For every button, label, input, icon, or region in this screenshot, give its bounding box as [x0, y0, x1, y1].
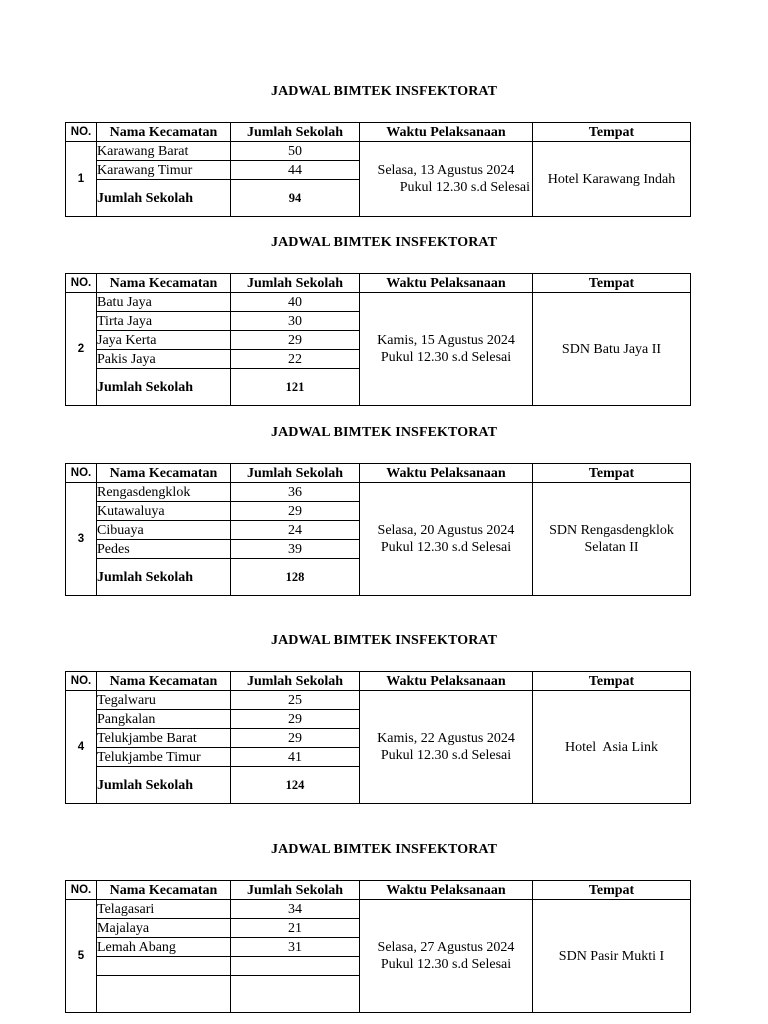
- kecamatan-cell: Rengasdengklok: [97, 483, 231, 502]
- header-kecamatan: Nama Kecamatan: [97, 881, 231, 900]
- header-tempat: Tempat: [533, 274, 691, 293]
- header-waktu: Waktu Pelaksanaan: [360, 274, 533, 293]
- kecamatan-cell: Tegalwaru: [97, 691, 231, 710]
- kecamatan-cell: Cibuaya: [97, 521, 231, 540]
- kecamatan-cell: Telukjambe Barat: [97, 729, 231, 748]
- jumlah-cell: 50: [231, 142, 360, 161]
- header-tempat: Tempat: [533, 464, 691, 483]
- schedule-title: JADWAL BIMTEK INSFEKTORAT: [270, 235, 498, 250]
- kecamatan-cell: Pangkalan: [97, 710, 231, 729]
- jumlah-cell: 21: [231, 919, 360, 938]
- schedule-table-1: [65, 122, 691, 217]
- kecamatan-cell: Telagasari: [97, 900, 231, 919]
- jumlah-cell: 25: [231, 691, 360, 710]
- total-value: 128: [231, 559, 360, 596]
- header-no: NO.: [66, 672, 97, 691]
- jumlah-cell: 40: [231, 293, 360, 312]
- header-jumlah: Jumlah Sekolah: [231, 464, 360, 483]
- row-number: 4: [66, 691, 97, 804]
- row-number: 3: [66, 483, 97, 596]
- waktu-time: Pukul 12.30 s.d Selesai: [380, 350, 512, 365]
- jumlah-cell: 29: [231, 710, 360, 729]
- schedule-table-3: [65, 463, 691, 599]
- kecamatan-cell: Batu Jaya: [97, 293, 231, 312]
- header-jumlah: Jumlah Sekolah: [231, 123, 360, 142]
- header-jumlah: Jumlah Sekolah: [231, 672, 360, 691]
- tempat-line: Selatan II: [584, 540, 639, 555]
- total-value: [231, 976, 360, 1013]
- tempat-line: SDN Rengasdengklok: [549, 523, 674, 538]
- kecamatan-cell: Pedes: [97, 540, 231, 559]
- row-number: 5: [66, 900, 97, 1013]
- header-no: NO.: [66, 123, 97, 142]
- jumlah-cell: 34: [231, 900, 360, 919]
- jumlah-cell: 30: [231, 312, 360, 331]
- schedule-title: JADWAL BIMTEK INSFEKTORAT: [270, 633, 498, 648]
- waktu-time: Pukul 12.30 s.d Selesai: [380, 957, 512, 972]
- kecamatan-cell: Karawang Timur: [97, 161, 231, 180]
- total-label: Jumlah Sekolah: [97, 180, 231, 217]
- waktu-cell: [360, 293, 533, 406]
- total-label: Jumlah Sekolah: [97, 559, 231, 596]
- kecamatan-cell: Lemah Abang: [97, 938, 231, 957]
- jumlah-cell: 29: [231, 729, 360, 748]
- total-label: Jumlah Sekolah: [97, 369, 231, 406]
- tempat-cell: SDN Pasir Mukti I: [533, 900, 691, 1013]
- header-waktu: Waktu Pelaksanaan: [360, 672, 533, 691]
- schedule-title: JADWAL BIMTEK INSFEKTORAT: [270, 842, 498, 857]
- kecamatan-cell: [97, 957, 231, 976]
- waktu-date: Kamis, 22 Agustus 2024: [377, 731, 515, 746]
- tempat-cell: SDN Batu Jaya II: [533, 293, 691, 406]
- waktu-time: Pukul 12.30 s.d Selesai: [380, 748, 512, 763]
- jumlah-cell: 36: [231, 483, 360, 502]
- waktu-date: Kamis, 15 Agustus 2024: [377, 333, 515, 348]
- header-tempat: Tempat: [533, 123, 691, 142]
- header-no: NO.: [66, 881, 97, 900]
- waktu-cell: [360, 483, 533, 596]
- schedule-table-4: [65, 671, 691, 807]
- jumlah-cell: 24: [231, 521, 360, 540]
- waktu-date: Selasa, 27 Agustus 2024: [377, 940, 515, 955]
- kecamatan-cell: Tirta Jaya: [97, 312, 231, 331]
- waktu-date: Selasa, 20 Agustus 2024: [377, 523, 515, 538]
- waktu-cell: [360, 142, 533, 217]
- jumlah-cell: 44: [231, 161, 360, 180]
- tempat-cell: [533, 691, 691, 804]
- row-number: 2: [66, 293, 97, 406]
- total-value: 121: [231, 369, 360, 406]
- header-waktu: Waktu Pelaksanaan: [360, 123, 533, 142]
- waktu-time: Pukul 12.30 s.d Selesai: [380, 540, 512, 555]
- jumlah-cell: 29: [231, 331, 360, 350]
- total-value: 124: [231, 767, 360, 804]
- header-kecamatan: Nama Kecamatan: [97, 672, 231, 691]
- header-kecamatan: Nama Kecamatan: [97, 464, 231, 483]
- kecamatan-cell: Karawang Barat: [97, 142, 231, 161]
- jumlah-cell: 41: [231, 748, 360, 767]
- waktu-cell: [360, 691, 533, 804]
- tempat-cell: [533, 483, 691, 596]
- header-jumlah: Jumlah Sekolah: [231, 881, 360, 900]
- header-tempat: Tempat: [533, 672, 691, 691]
- kecamatan-cell: Telukjambe Timur: [97, 748, 231, 767]
- header-no: NO.: [66, 464, 97, 483]
- header-waktu: Waktu Pelaksanaan: [360, 881, 533, 900]
- total-label: [97, 976, 231, 1013]
- kecamatan-cell: Pakis Jaya: [97, 350, 231, 369]
- jumlah-cell: 31: [231, 938, 360, 957]
- jumlah-cell: 22: [231, 350, 360, 369]
- waktu-time: Pukul 12.30 s.d Selesai: [399, 180, 530, 195]
- kecamatan-cell: Majalaya: [97, 919, 231, 938]
- header-waktu: Waktu Pelaksanaan: [360, 464, 533, 483]
- schedule-table-2: [65, 273, 691, 407]
- header-jumlah: Jumlah Sekolah: [231, 274, 360, 293]
- jumlah-cell: [231, 957, 360, 976]
- total-label: Jumlah Sekolah: [97, 767, 231, 804]
- header-kecamatan: Nama Kecamatan: [97, 123, 231, 142]
- header-tempat: Tempat: [533, 881, 691, 900]
- jumlah-cell: 39: [231, 540, 360, 559]
- jumlah-cell: 29: [231, 502, 360, 521]
- kecamatan-cell: Jaya Kerta: [97, 331, 231, 350]
- waktu-cell: [360, 900, 533, 1013]
- tempat-cell: Hotel Karawang Indah: [533, 142, 691, 217]
- tempat-line: Hotel Asia Link: [565, 739, 658, 755]
- kecamatan-cell: Kutawaluya: [97, 502, 231, 521]
- schedule-title: JADWAL BIMTEK INSFEKTORAT: [270, 84, 498, 99]
- row-number: 1: [66, 142, 97, 217]
- header-no: NO.: [66, 274, 97, 293]
- schedule-title: JADWAL BIMTEK INSFEKTORAT: [270, 425, 498, 440]
- schedule-table-5: [65, 880, 691, 972]
- total-value: 94: [231, 180, 360, 217]
- header-kecamatan: Nama Kecamatan: [97, 274, 231, 293]
- waktu-date: Selasa, 13 Agustus 2024: [377, 163, 515, 178]
